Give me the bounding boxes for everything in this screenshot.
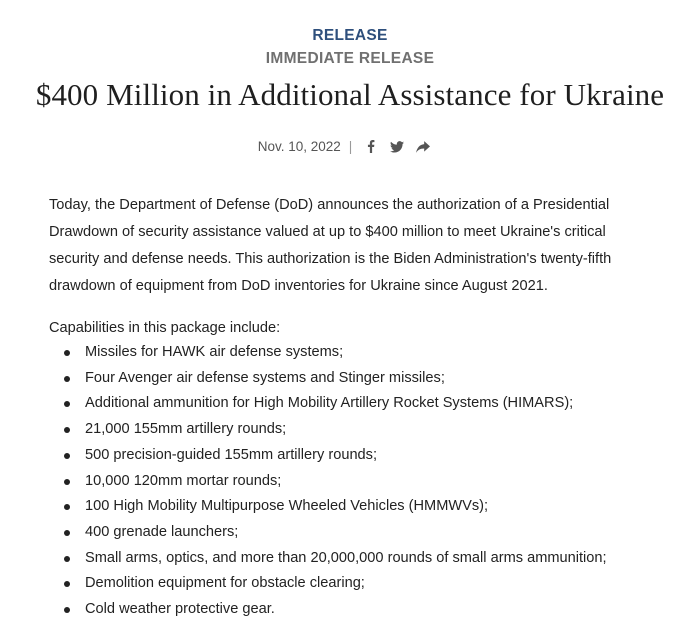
capabilities-list	[49, 340, 669, 623]
list-item: Additional ammunition for High Mobility Artillery Rocket Systems (HIMARS);	[49, 391, 669, 417]
release-type-label: IMMEDIATE RELEASE	[265, 50, 435, 67]
page-title: $400 Million in Additional Assistance for Ukraine	[35, 77, 665, 112]
list-item: Four Avenger air defense systems and Stinger missiles;	[49, 366, 669, 392]
publish-date: Nov. 10, 2022	[257, 139, 341, 154]
list-item: 21,000 155mm artillery rounds;	[49, 417, 669, 443]
meta-separator: |	[348, 139, 353, 154]
list-item: Missiles for HAWK air defense systems;	[49, 340, 669, 366]
article-meta	[0, 139, 700, 154]
share-icon[interactable]	[416, 140, 430, 154]
list-item: 100 High Mobility Multipurpose Wheeled Vehicles (HMMWVs);	[49, 494, 669, 520]
list-item: Cold weather protective gear.	[49, 597, 669, 623]
twitter-icon[interactable]	[390, 140, 404, 154]
capabilities-intro: Capabilities in this package include:	[49, 320, 281, 336]
list-item: Demolition equipment for obstacle clearing;	[49, 571, 669, 597]
release-category-label[interactable]: RELEASE	[312, 27, 388, 44]
list-item: 400 grenade launchers;	[49, 520, 669, 546]
list-item: 10,000 120mm mortar rounds;	[49, 469, 669, 495]
list-item: 500 precision-guided 155mm artillery rounds;	[49, 443, 669, 469]
facebook-icon[interactable]	[364, 140, 378, 154]
lead-paragraph: Today, the Department of Defense (DoD) announces the authorization of a Presidential Drawdown of security assistance valued at up to $400 million to meet Ukraine's critical security and defense needs. This authorization is the Biden Administration's twenty-fifth drawdown of equipment from DoD inventories for Ukraine since August 2021.	[49, 197, 612, 294]
list-item: Small arms, optics, and more than 20,000,000 rounds of small arms ammunition;	[49, 546, 669, 572]
